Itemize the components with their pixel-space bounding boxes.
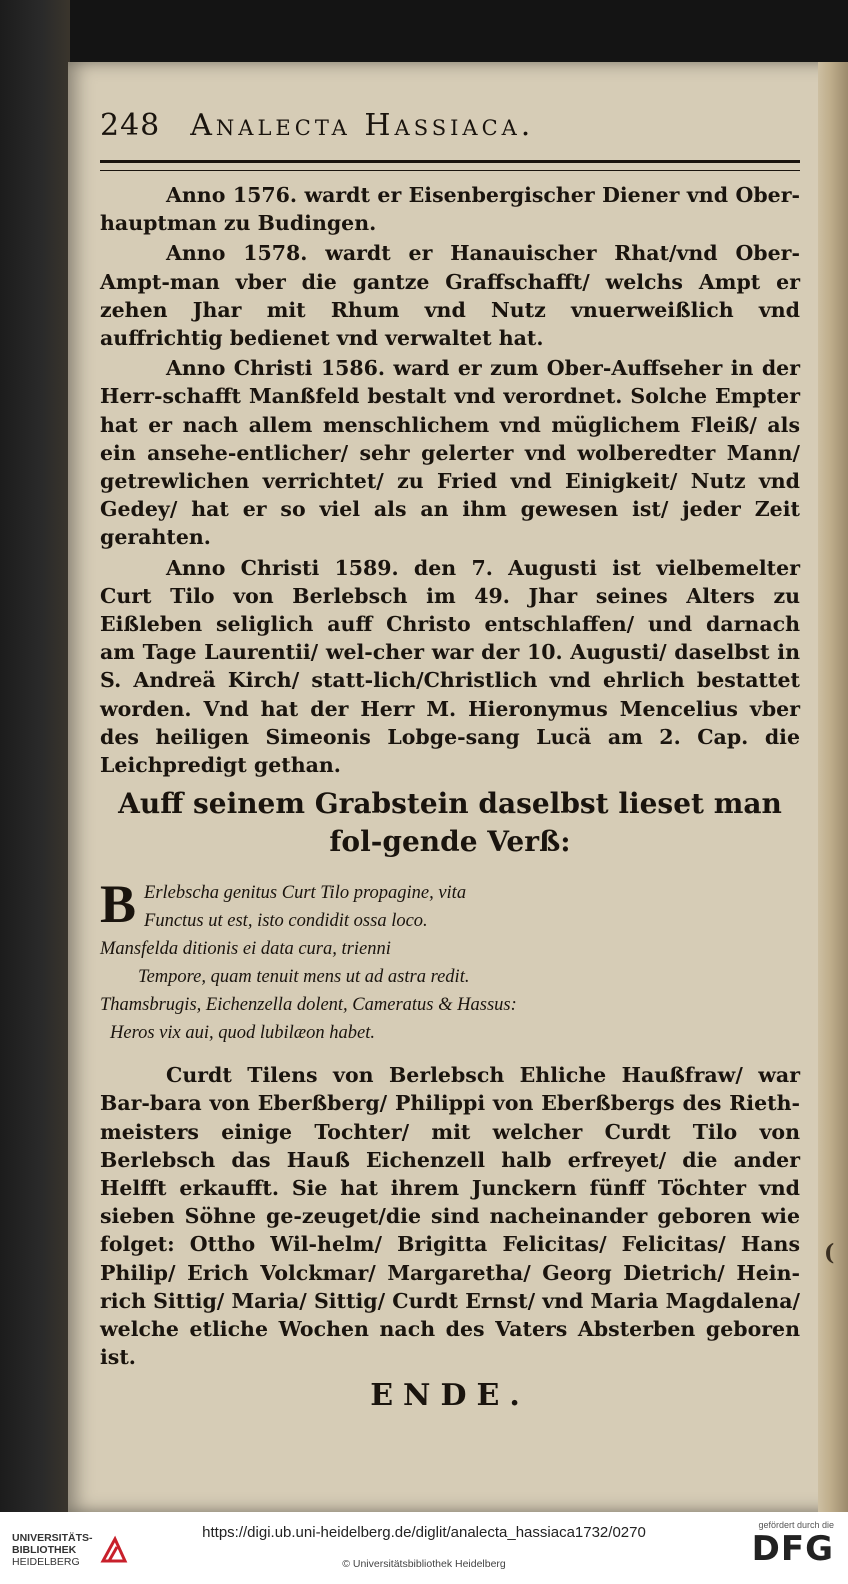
page-edge-right xyxy=(818,62,848,1512)
running-head: Analecta Hassiaca. xyxy=(190,108,535,143)
verse-line-3: Mansfelda ditionis ei data cura, trienni xyxy=(100,939,391,960)
closing-paragraph: Curdt Tilens von Berlebsch Ehliche Haußfraw/ war Bar-bara von Eberßberg/ Philippi von Eberßbergs des Rieth-meisters einige Tochter/ mit welcher Curdt Tilo von Berlebsch das Hauß Eichenzell halb erfreyet/ die ander Helfft erkaufft. Sie hat ihrem Junckern fünff Töchter vnd sieben Söhne ge-zeuget/die sind nacheinander geboren wie folget: Ottho Wil-helm/ Brigitta Felicitas/ Felicitas/ Hans Philip/ Erich Volckmar/ Margaretha/ Georg Dietrich/ Hein-rich Sittig/ Maria/ Sittig/ Curdt Ernst/ vnd Maria Magdalena/ welche etliche Wochen nach des Vaters Absterben geboren ist. xyxy=(100,1063,800,1370)
paragraph-1: Anno 1576. wardt er Eisenbergischer Diener vnd Ober-hauptman zu Budingen. xyxy=(100,183,800,236)
verse-line-2: Functus ut est, isto condidit ossa loco. xyxy=(144,911,428,932)
header-rule xyxy=(100,160,800,171)
viewer-footer xyxy=(0,1512,848,1584)
verse-line-5: Thamsbrugis, Eichenzella dolent, Cameratus & Hassus: xyxy=(100,995,517,1016)
show-through-mark: ( xyxy=(824,1240,835,1266)
page-content xyxy=(100,108,800,1413)
epitaph-heading: Auff seinem Grabstein daselbst lieset man fol-gende Verß: xyxy=(118,787,782,859)
verse-line-1: Erlebscha genitus Curt Tilo propagine, vita xyxy=(144,883,467,904)
scan-background-left xyxy=(0,0,70,1515)
page-header xyxy=(100,108,800,154)
finis-mark: ENDE. xyxy=(370,1377,530,1413)
paragraph-4: Anno Christi 1589. den 7. Augusti ist vielbemelter Curt Tilo von Berlebsch im 49. Jhar seines Alters zu Eißleben seliglich auff Christo entschlaffen/ und darnach am Tage Laurentii/ wel-cher war der 10. Augusti/ daselbst in S. Andreä Kirch/ statt-lich/Christlich vnd ehrlich bestattet worden. Vnd hat der Herr M. Hieronymus Mencelius vber des heiligen Simeonis Lobge-sang Lucä am 2. Cap. die Leichpredigt gethan. xyxy=(100,555,800,778)
funder-logo[interactable] xyxy=(752,1520,834,1568)
funder-note: gefördert durch die xyxy=(758,1520,834,1530)
verse-line-4: Tempore, quam tenuit mens ut ad astra redit. xyxy=(138,967,470,988)
page-number: 248 xyxy=(100,108,161,143)
paragraph-2: Anno 1578. wardt er Hanauischer Rhat/vnd Ober-Ampt-man vber die gantze Graffschafft/ welchs Ampt er zehen Jhar mit Rhum vnd Nutz vnuerweißlich vnd auffrichtig bedienet vnd verwaltet hat. xyxy=(100,241,800,351)
epitaph-verse xyxy=(100,874,800,1047)
copyright-notice: © Universitätsbibliothek Heidelberg xyxy=(342,1558,506,1570)
library-name: UNIVERSITÄTS- BIBLIOTHEK HEIDELBERG xyxy=(12,1532,93,1568)
dfg-logo-text: DFG xyxy=(751,1529,834,1569)
paragraph-3: Anno Christi 1586. ward er zum Ober-Auffseher in der Herr-schafft Manßfeld bestalt vnd verordnet. Solche Empter hat er nach allem menschlichem vnd müglichem Fleiß/ als ein ansehe-entlicher/ sehr gelerter vnd wolberedter Mann/ getrewlichen verrichtet/ zu Fried vnd Einigkeit/ Nutz vnd Gedey/ hat er so viel als an ihm gewesen ist/ jeder Zeit gerahten. xyxy=(100,356,800,550)
permalink-url[interactable]: https://digi.ub.uni-heidelberg.de/diglit/analecta_hassiaca1732/0270 xyxy=(202,1524,646,1541)
verse-line-6: Heros vix aui, quod lubilæon habet. xyxy=(110,1023,375,1044)
drop-cap: B xyxy=(100,874,137,935)
